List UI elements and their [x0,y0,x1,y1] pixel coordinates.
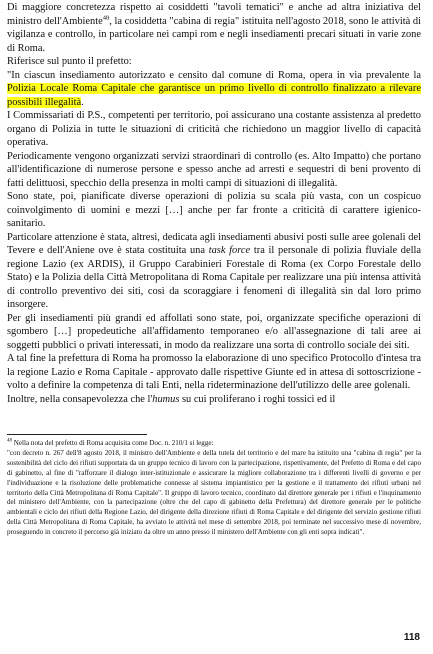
paragraph-7: Particolare attenzione è stata, altresì, dedicata agli insediamenti abusivi posti sulle aree golenali del Tevere e dell'Aniene ove è stata costituita una task force tra il personale di polizia fluviale della regione Lazio (ex ARDIS), il Gruppo Carabinieri Forestale di Roma (ex Corpo Forestale dello Stato) e la Polizia della Città Metropolitana di Roma Capitale per realizzare una più intensa attività di controllo preventivo dei siti, così da scoraggiare i fenomeni di illegalità sin dal loro primo insorgere. [7,231,421,310]
highlighted-text: Polizia Locale Roma Capitale che garantisce un primo livello di controllo finalizzato a rilevare possibili illegalità [7,83,421,108]
italic-term: task force [208,245,251,256]
footnote-ref[interactable]: 48 [102,14,110,22]
paragraph-8: Per gli insediamenti più grandi ed affollati sono state, poi, organizzate specifiche operazioni di sgombero […] propedeutiche all'affidamento temporaneo e/o all'assegnazione di tali aree ai soggetti pubblici o privati interessati, in modo da realizzare una sorta di controllo sociale dei siti. [7,312,421,351]
italic-term: humus [152,393,180,405]
footnote-number: 48 [7,438,12,444]
paragraph-6: Sono state, poi, pianificate diverse operazioni di polizia su scala più vasta, con un cospicuo coinvolgimento di uomini e mezzi […] anche per far fronte a criticità di carattere igienico-sanitario. [7,191,421,229]
paragraph-9: A tal fine la prefettura di Roma ha promosso la elaborazione di uno specifico Protocollo d'intesa tra la regione Lazio e Roma Capitale - approvato dalle rispettive Giunte ed in attesa di sottoscrizione - volto a definire la competenza di tali Enti, nella rideterminazione dell'utilizzo delle aree golenali. [7,353,421,391]
paragraph-4: I Commissariati di P.S., competenti per territorio, poi assicurano una costante assistenza al predetto organo di Polizia in tutte le situazioni di criticità che richiedono un maggior livello di capacità operativa. [7,110,421,148]
footnote [7,439,421,538]
paragraph-10: Inoltre, nella consapevolezza che l'humus su cui proliferano i roghi tossici ed il [7,393,336,405]
paragraph-3: "In ciascun insediamento autorizzato e censito dal comune di Roma, opera in via prevalente la Polizia Locale Roma Capitale che garantisce un primo livello di controllo finalizzato a rilevare possibili illegalità. [7,69,421,108]
main-text [7,1,421,406]
paragraph-5: Periodicamente vengono organizzati servizi straordinari di controllo (es. Alto Impatto) che portano all'identificazione di numerose persone e spesso anche ad arresti e sequestri di beni provento di fatti delittuosi, specchio della presenza in molti campi di situazioni di illegalità. [7,150,421,189]
paragraph-2: Riferisce sul punto il prefetto: [7,56,132,67]
footnote-body: "con decreto n. 267 dell'8 agosto 2018, il ministro dell'Ambiente e della tutela del territorio e del mare ha istituito una "cabina di regia" per la sostenibilità del ciclo dei rifiuti supportata da un gruppo tecnico di lavoro con la partecipazione, rispettivamente, del Prefetto di Roma e del capo di gabinetto, al fine di "rafforzare il dialogo inter-istituzionale e assicurare la migliore collaborazione tra i differenti livelli di governo e per l'individuazione e la risoluzione delle problematiche connesse al sistema impiantistico per la gestione e il trattamento dei rifiuti urbani nel territorio della Città Metropolitana di Roma Capitale". Il gruppo di lavoro tecnico, coordinato dal direttore generale per i rifiuti e l'inquinamento del ministero dell'Ambiente, con la partecipazione (oltre che del capo di gabinetto della Prefettura) del direttore generale per le politiche ambientali e ciclo dei rifiuti della Regione Lazio, del dirigente della direzione rifiuti di Roma Capitale e del dirigente del servizio gestione rifiuti della Città Metropolitana di Roma Capitale, ha avviato le attività nel mese di settembre 2018, poi terminate nel successivo mese di novembre, proseguendo in concreto il percorso già iniziato da oltre un anno presso il ministero dell'Ambiente con gli enti sopra indicati". [7,448,421,537]
footnote-intro: $^{48}$ Nella nota del prefetto di Roma acquisita come Doc. n. 210/1 si legge: [7,438,214,447]
page-number: 118 [403,632,420,643]
paragraph-1: Di maggiore concretezza rispetto ai cosiddetti "tavoli tematici" e anche ad altra iniziativa del ministro dell'Ambiente$^{48}$, la cosiddetta "cabina di regia" istituita nell'agosto 2018, sono le attività di vigilanza e controllo, in particolare nei campi rom e negli insediamenti precari situati in varie zone di Roma. [7,2,421,54]
footnote-divider [7,434,147,435]
